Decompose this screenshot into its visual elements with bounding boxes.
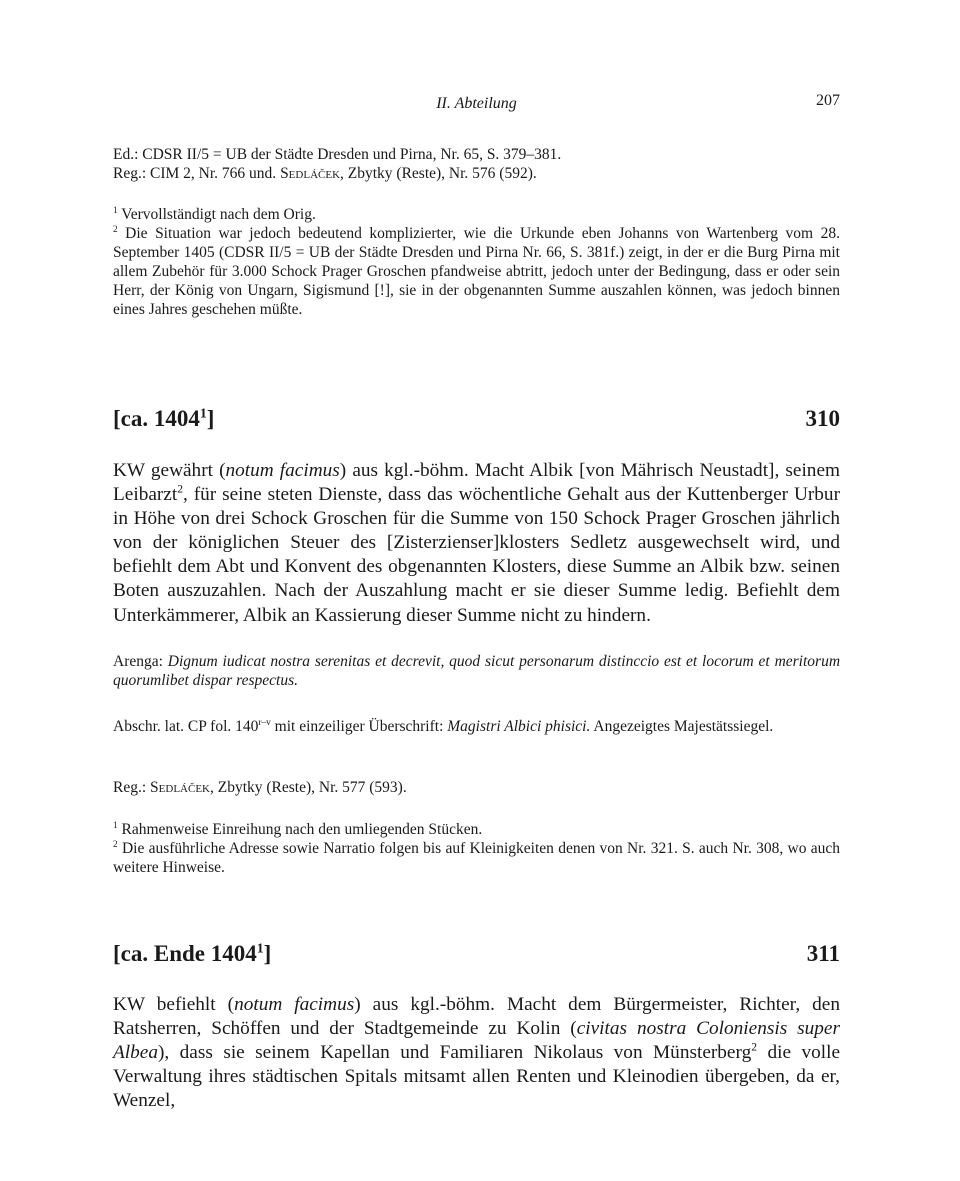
edition-references bbox=[113, 145, 840, 183]
footnote-1: $^1$ Vervollständigt nach dem Orig. bbox=[113, 205, 316, 223]
page-number: 207 bbox=[816, 92, 840, 109]
entry-number: 311 bbox=[806, 941, 840, 966]
entry-311-heading bbox=[113, 941, 840, 967]
running-header-title: II. Abteilung bbox=[436, 95, 517, 112]
entry-310-heading bbox=[113, 406, 840, 432]
entry-310-transmission: Abschr. lat. CP fol. 140$^{r-v}$ mit einzeiliger Überschrift: Magistri Albici phisici. Angezeigtes Majestätssiegel. bbox=[113, 717, 774, 735]
footnote-2: $^2$ Die ausführliche Adresse sowie Narratio folgen bis auf Kleinigkeiten denen von Nr. 321. S. auch Nr. 308, wo auch weitere Hinweise. bbox=[113, 839, 840, 876]
entry-311-regest: KW befiehlt (notum facimus) aus kgl.-böhm. Macht dem Bürgermeister, Richter, den Ratsherren, Schöffen und der Stadtgemeinde zu Kolin (civitas nostra Coloniensis super Albea), dass sie seinem Kapellan und Familiaren Nikolaus von Münsterberg$^2$ die volle Verwaltung ihres städtischen Spitals mitsamt allen Renten und Kleinodien übergeben, da er, Wenzel, bbox=[113, 994, 841, 1112]
document-page bbox=[113, 0, 840, 1181]
entry-310-regest-ref: Reg.: Sedláček, Zbytky (Reste), Nr. 577 (593). bbox=[113, 779, 407, 796]
footnotes-previous-entry bbox=[113, 205, 840, 319]
regest-line: Reg.: CIM 2, Nr. 766 und. Sedláček, Zbytky (Reste), Nr. 576 (592). bbox=[113, 165, 537, 182]
entry-310-arenga: Arenga: Dignum iudicat nostra serenitas et decrevit, quod sicut personarum distinccio est et locorum et meritorum quorumlibet dispar respectus. bbox=[113, 653, 841, 689]
entry-date: [ca. 1404$^1$] bbox=[113, 405, 215, 431]
edition-line: Ed.: CDSR II/5 = UB der Städte Dresden und Pirna, Nr. 65, S. 379–381. bbox=[113, 146, 562, 163]
footnote-1: $^1$ Rahmenweise Einreihung nach den umliegenden Stücken. bbox=[113, 820, 483, 838]
entry-number: 310 bbox=[805, 406, 840, 431]
footnote-2: $^2$ Die Situation war jedoch bedeutend komplizierter, wie die Urkunde eben Johanns von Wartenberg vom 28. September 1405 (CDSR II/5 = UB der Städte Dresden und Pirna Nr. 66, S. 381f.) zeigt, in der er die Burg Pirna mit allem Zubehör für 3.000 Schock Prager Groschen pfandweise abtritt, jedoch unter der Bedingung, dass er oder sein Herr, der König von Ungarn, Sigismund [!], sie in der obgenannten Summe auszahlen können, was jedoch binnen eines Jahres geschehen müßte. bbox=[113, 224, 840, 318]
entry-date: [ca. Ende 1404$^1$] bbox=[113, 940, 272, 966]
entry-310-footnotes bbox=[113, 820, 840, 877]
entry-310-regest: KW gewährt (notum facimus) aus kgl.-böhm. Macht Albik [von Mährisch Neustadt], seinem Leibarzt$^2$, für seine steten Dienste, dass das wöchentliche Gehalt aus der Kuttenberger Urbur in Höhe von drei Schock Groschen für die Summe von 150 Schock Prager Groschen jährlich von der königlichen Steuer des [Zisterzienser]klosters Sedletz ausgewechselt wird, und befiehlt dem Abt und Konvent des obgenannten Klosters, diese Summe an Albik bzw. seinen Boten auszuzahlen. Nach der Auszahlung macht er sie dieser Summe ledig. Befiehlt dem Unterkämmerer, Albik an Kassierung dieser Summe nicht zu hindern. bbox=[113, 460, 841, 626]
